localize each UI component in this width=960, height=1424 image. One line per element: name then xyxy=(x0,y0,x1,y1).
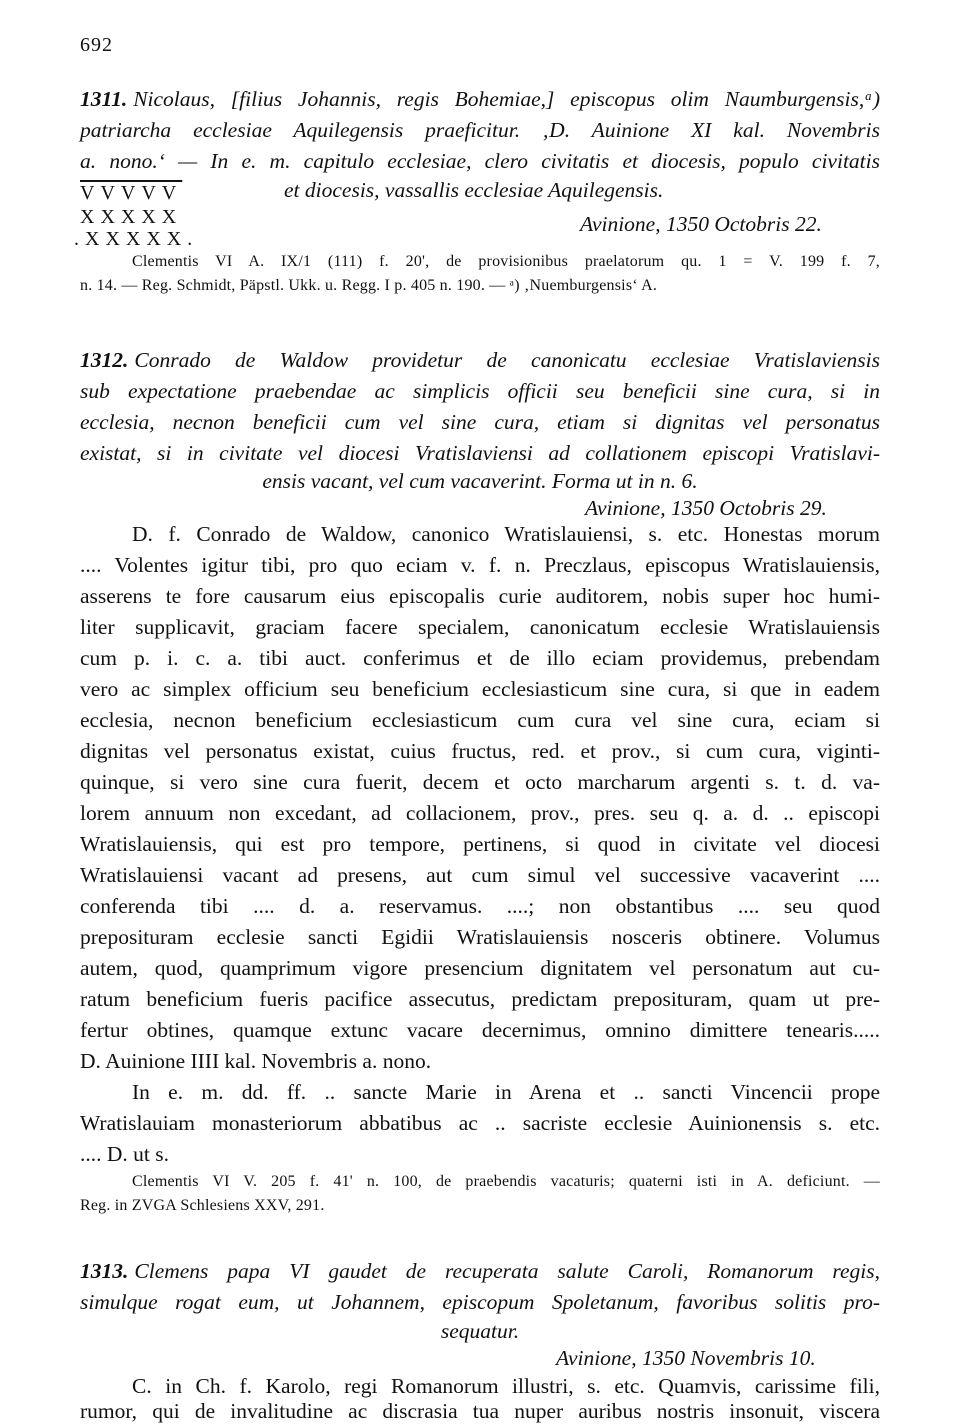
entry-1312-date: Avinione, 1350 Octobris 29. xyxy=(585,496,827,520)
entry-1312-body-line: cum p. i. c. a. tibi auct. conferimus et de illo eciam providemus, prebendam xyxy=(80,646,880,670)
entry-1312-body-line: Wratislauiensis, qui est pro tempore, pertinens, si quod in civitate vel diocesi xyxy=(80,832,880,856)
entry-1312-note-2: Reg. in ZVGA Schlesiens XXV, 291. xyxy=(80,1197,325,1214)
entry-1312-body-line: D. Auinione IIII kal. Novembris a. nono. xyxy=(80,1049,432,1073)
entry-number: 1313. xyxy=(80,1259,129,1283)
entry-1313-body-line: rumor, qui de invalitudine ac discrasia tua nuper auribus nostris insonuit, viscera xyxy=(80,1399,880,1423)
entry-1311-heading-line-4: et diocesis, vassallis ecclesiae Aquilegensis. xyxy=(284,178,664,202)
entry-1312-heading-line-1: 1312. Conrado de Waldow providetur de canonicatu ecclesiae Vratislaviensis xyxy=(80,348,880,372)
entry-1311-heading-line-1: 1311. Nicolaus, [filius Johannis, regis Bohemiae,] episcopus olim Naumburgensis,ᵃ) xyxy=(80,87,880,111)
entry-1313-heading-line-3: sequatur. xyxy=(440,1319,520,1343)
entry-1312-body-line: dignitas vel personatus existat, cuius fructus, red. et prov., si cum cura, viginti- xyxy=(80,739,880,763)
entry-1312-body-line: fertur obtines, quamque extunc vacare decernimus, omnino dimittere tenearis..... xyxy=(80,1018,880,1042)
entry-1312-body2-line: .... D. ut s. xyxy=(80,1142,169,1166)
entry-1312-heading-line-4: existat, si in civitate vel diocesi Vratislaviensi ad collationem episcopi Vratislavi- xyxy=(80,441,880,465)
entry-1312-heading-line-2: sub expectatione praebendae ac simplicis officii seu beneficii sine cura, si in xyxy=(80,379,880,403)
entry-number: 1312. xyxy=(80,348,129,372)
entry-1312-body-line: vero ac simplex officium seu beneficium ecclesiasticum sine cura, si que in eadem xyxy=(80,677,880,701)
marks-v-row: VVVVV xyxy=(80,182,183,204)
entry-1312-body-line: liter supplicavit, graciam facere specialem, canonicatum ecclesie Wratislauiensis xyxy=(80,615,880,639)
entry-1313-heading-line-2: simulque rogat eum, ut Johannem, episcopum Spoletanum, favoribus solitis pro- xyxy=(80,1290,880,1314)
entry-1311-note-2: n. 14. — Reg. Schmidt, Päpstl. Ukk. u. Regg. I p. 405 n. 190. — ᵃ) ‚Nuemburgensis‘ A. xyxy=(80,277,658,294)
page-number: 692 xyxy=(80,34,113,56)
entry-number: 1311. xyxy=(80,87,128,111)
entry-1311-heading-line-3: a. nono.‘ — In e. m. capitulo ecclesiae, clero civitatis et diocesis, populo civitatis xyxy=(80,149,880,173)
entry-1312-heading-line-3: ecclesia, necnon beneficii cum vel sine cura, etiam si dignitas vel personatus xyxy=(80,410,880,434)
entry-1313-heading-line-1: 1313. Clemens papa VI gaudet de recuperata salute Caroli, Romanorum regis, xyxy=(80,1259,880,1283)
entry-1312-body-line: Wratislauiensi vacant ad presens, aut cum simul vel successive vacaverint .... xyxy=(80,863,880,887)
marks-x-row-2: .XXXXX. xyxy=(74,228,199,250)
entry-1312-body-line: .... Volentes igitur tibi, pro quo eciam v. f. n. Preczlaus, episcopus Wratislauiensis, xyxy=(80,553,880,577)
entry-1313-body-line: C. in Ch. f. Karolo, regi Romanorum illustri, s. etc. Quamvis, carissime fili, xyxy=(132,1374,880,1398)
entry-1312-body-line: conferenda tibi .... d. a. reservamus. ....; non obstantibus .... seu quod xyxy=(80,894,880,918)
entry-1311-note-1: Clementis VI A. IX/1 (111) f. 20', de provisionibus praelatorum qu. 1 = V. 199 f. 7, xyxy=(132,253,880,270)
entry-1312-body-line: ratum beneficium fueris pacifice assecutus, predictam preposituram, quam ut pre- xyxy=(80,987,880,1011)
entry-1313-date: Avinione, 1350 Novembris 10. xyxy=(556,1346,816,1370)
entry-1312-body2-line: In e. m. dd. ff. .. sancte Marie in Arena et .. sancti Vincencii prope xyxy=(132,1080,880,1104)
entry-1312-heading-line-5: ensis vacant, vel cum vacaverint. Forma ut in n. 6. xyxy=(262,469,698,493)
marks-x-row-1: XXXXX xyxy=(80,206,183,228)
entry-1312-body2-line: Wratislauiam monasteriorum abbatibus ac .. sacriste ecclesie Auinionensis s. etc. xyxy=(80,1111,880,1135)
entry-1311-date: Avinione, 1350 Octobris 22. xyxy=(580,212,822,236)
entry-1312-body-line: quinque, si vero sine cura fuerit, decem et octo marcharum argenti s. t. d. va- xyxy=(80,770,880,794)
entry-1312-body-line: asserens te fore causarum eius episcopalis curie auditorem, nobis super hoc humi- xyxy=(80,584,880,608)
entry-1312-body-line: lorem annuum non excedant, ad collacionem, prov., pres. seu q. a. d. .. episcopi xyxy=(80,801,880,825)
entry-1312-body-line: D. f. Conrado de Waldow, canonico Wratislauiensi, s. etc. Honestas morum xyxy=(132,522,880,546)
entry-1312-body-line: ecclesia, necnon beneficium ecclesiasticum cum cura vel sine cura, eciam si xyxy=(80,708,880,732)
entry-1312-body-line: preposituram ecclesie sancti Egidii Wratislauiensis nosceris obtinere. Volumus xyxy=(80,925,880,949)
entry-1312-body-line: autem, quod, quamprimum vigore presencium dignitatem vel personatum aut cu- xyxy=(80,956,880,980)
entry-1312-note-1: Clementis VI V. 205 f. 41' n. 100, de praebendis vacaturis; quaterni isti in A. deficiunt. — xyxy=(132,1173,880,1190)
entry-1311-heading-line-2: patriarcha ecclesiae Aquilegensis praeficitur. ‚D. Auinione XI kal. Novembris xyxy=(80,118,880,142)
